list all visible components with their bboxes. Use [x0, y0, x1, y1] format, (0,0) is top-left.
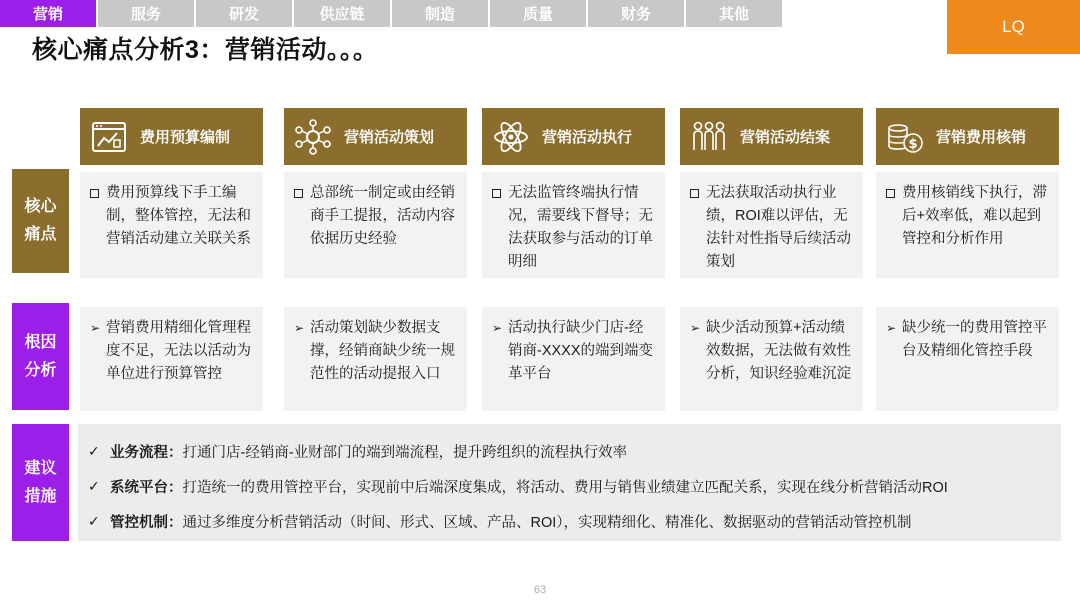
row-label-text: 痛点 [24, 226, 57, 243]
tab-service[interactable]: 服务 [98, 0, 194, 27]
row-label-core-pain [12, 169, 69, 273]
budget-chart-icon [90, 118, 128, 156]
row-label-text: 建议 [24, 459, 57, 477]
suggestion-key: 系统平台： [110, 480, 183, 496]
root-cell-planning [284, 307, 467, 411]
pain-cell-execution [482, 172, 665, 278]
suggestion-text: 通过多维度分析营销活动（时间、形式、区域、产品、ROI），实现精细化、精准化、数据驱动的营销活动管控机制 [182, 515, 912, 531]
row-label-text: 核心 [24, 198, 57, 215]
square-bullet-icon [90, 189, 99, 198]
column-header-budget [80, 108, 263, 165]
tab-rnd[interactable]: 研发 [196, 0, 292, 27]
root-cell-budget [80, 307, 263, 411]
root-text: 活动策划缺少数据支撑，经销商缺少统一规范性的活动提报入口 [310, 320, 455, 382]
tab-quality[interactable]: 质量 [490, 0, 586, 27]
column-header-label: 营销活动策划 [344, 129, 435, 146]
suggestion-text: 打造统一的费用管控平台，实现前中后端深度集成，将活动、费用与销售业绩建立匹配关系，实现在线分析营销活动ROI [182, 480, 948, 496]
row-label-root-cause [12, 303, 69, 410]
row-label-text: 分析 [24, 361, 57, 379]
tab-manufacturing[interactable]: 制造 [392, 0, 488, 27]
coins-dollar-icon [886, 118, 924, 156]
tab-other[interactable]: 其他 [686, 0, 782, 27]
root-text: 缺少活动预算+活动绩效数据，无法做有效性分析，知识经验难沉淀 [706, 320, 851, 382]
column-header-label: 营销活动结案 [740, 129, 831, 146]
column-header-planning [284, 108, 467, 165]
row-label-suggestions [12, 424, 69, 541]
arrow-bullet-icon: ➢ [294, 321, 305, 335]
check-icon: ✓ [88, 513, 100, 529]
arrow-bullet-icon: ➢ [886, 321, 897, 335]
pain-text: 总部统一制定或由经销商手工提报，活动内容依据历史经验 [310, 185, 455, 247]
atom-icon [492, 118, 530, 156]
logo: LQ [947, 0, 1080, 54]
square-bullet-icon [492, 189, 501, 198]
suggestions-panel [78, 424, 1061, 541]
row-label-text: 根因 [24, 333, 57, 351]
network-nodes-icon [294, 118, 332, 156]
tab-supply-chain[interactable]: 供应链 [294, 0, 390, 27]
root-cell-writeoff [876, 307, 1059, 411]
suggestion-item [88, 469, 1061, 504]
suggestion-text: 打通门店-经销商-业财部门的端到端流程，提升跨组织的流程执行效率 [182, 445, 628, 461]
top-nav [0, 0, 784, 27]
pain-cell-closing [680, 172, 863, 278]
root-cell-closing [680, 307, 863, 411]
column-header-execution [482, 108, 665, 165]
pain-cell-budget [80, 172, 263, 278]
page-number: 63 [533, 584, 547, 596]
check-icon: ✓ [88, 443, 100, 459]
root-text: 活动执行缺少门店-经销商-XXXX的端到端变革平台 [508, 320, 654, 382]
square-bullet-icon [690, 189, 699, 198]
check-icon: ✓ [88, 478, 100, 494]
column-header-label: 营销费用核销 [936, 129, 1027, 146]
pain-cell-planning [284, 172, 467, 278]
tab-finance[interactable]: 财务 [588, 0, 684, 27]
pain-text: 无法监管终端执行情况，需要线下督导；无法获取参与活动的订单明细 [508, 185, 653, 270]
arrow-bullet-icon: ➢ [90, 321, 101, 335]
arrow-bullet-icon: ➢ [492, 321, 503, 335]
suggestion-key: 业务流程： [110, 445, 183, 461]
suggestion-item [88, 504, 1061, 539]
arrow-bullet-icon: ➢ [690, 321, 701, 335]
pain-text: 费用核销线下执行，滞后+效率低，难以起到管控和分析作用 [902, 185, 1047, 247]
column-header-closing [680, 108, 863, 165]
pain-cell-writeoff [876, 172, 1059, 278]
tab-marketing[interactable]: 营销 [0, 0, 96, 27]
pain-text: 费用预算线下手工编制，整体管控，无法和营销活动建立关联关系 [106, 185, 251, 247]
square-bullet-icon [886, 189, 895, 198]
column-header-writeoff [876, 108, 1059, 165]
suggestion-key: 管控机制： [110, 515, 183, 531]
root-text: 缺少统一的费用管控平台及精细化管控手段 [902, 320, 1047, 359]
root-text: 营销费用精细化管理程度不足，无法以活动为单位进行预算管控 [106, 320, 251, 382]
page-title: 核心痛点分析3：营销活动。。。 [32, 36, 379, 64]
root-cell-execution [482, 307, 665, 411]
column-header-label: 营销活动执行 [542, 129, 633, 146]
people-group-icon [690, 118, 728, 156]
row-label-text: 措施 [24, 487, 57, 505]
column-header-label: 费用预算编制 [140, 129, 231, 146]
suggestion-item [88, 434, 1061, 469]
svg-text:$: $ [908, 136, 918, 152]
square-bullet-icon [294, 189, 303, 198]
pain-text: 无法获取活动执行业绩，ROI难以评估，无法针对性指导后续活动策划 [706, 185, 851, 270]
